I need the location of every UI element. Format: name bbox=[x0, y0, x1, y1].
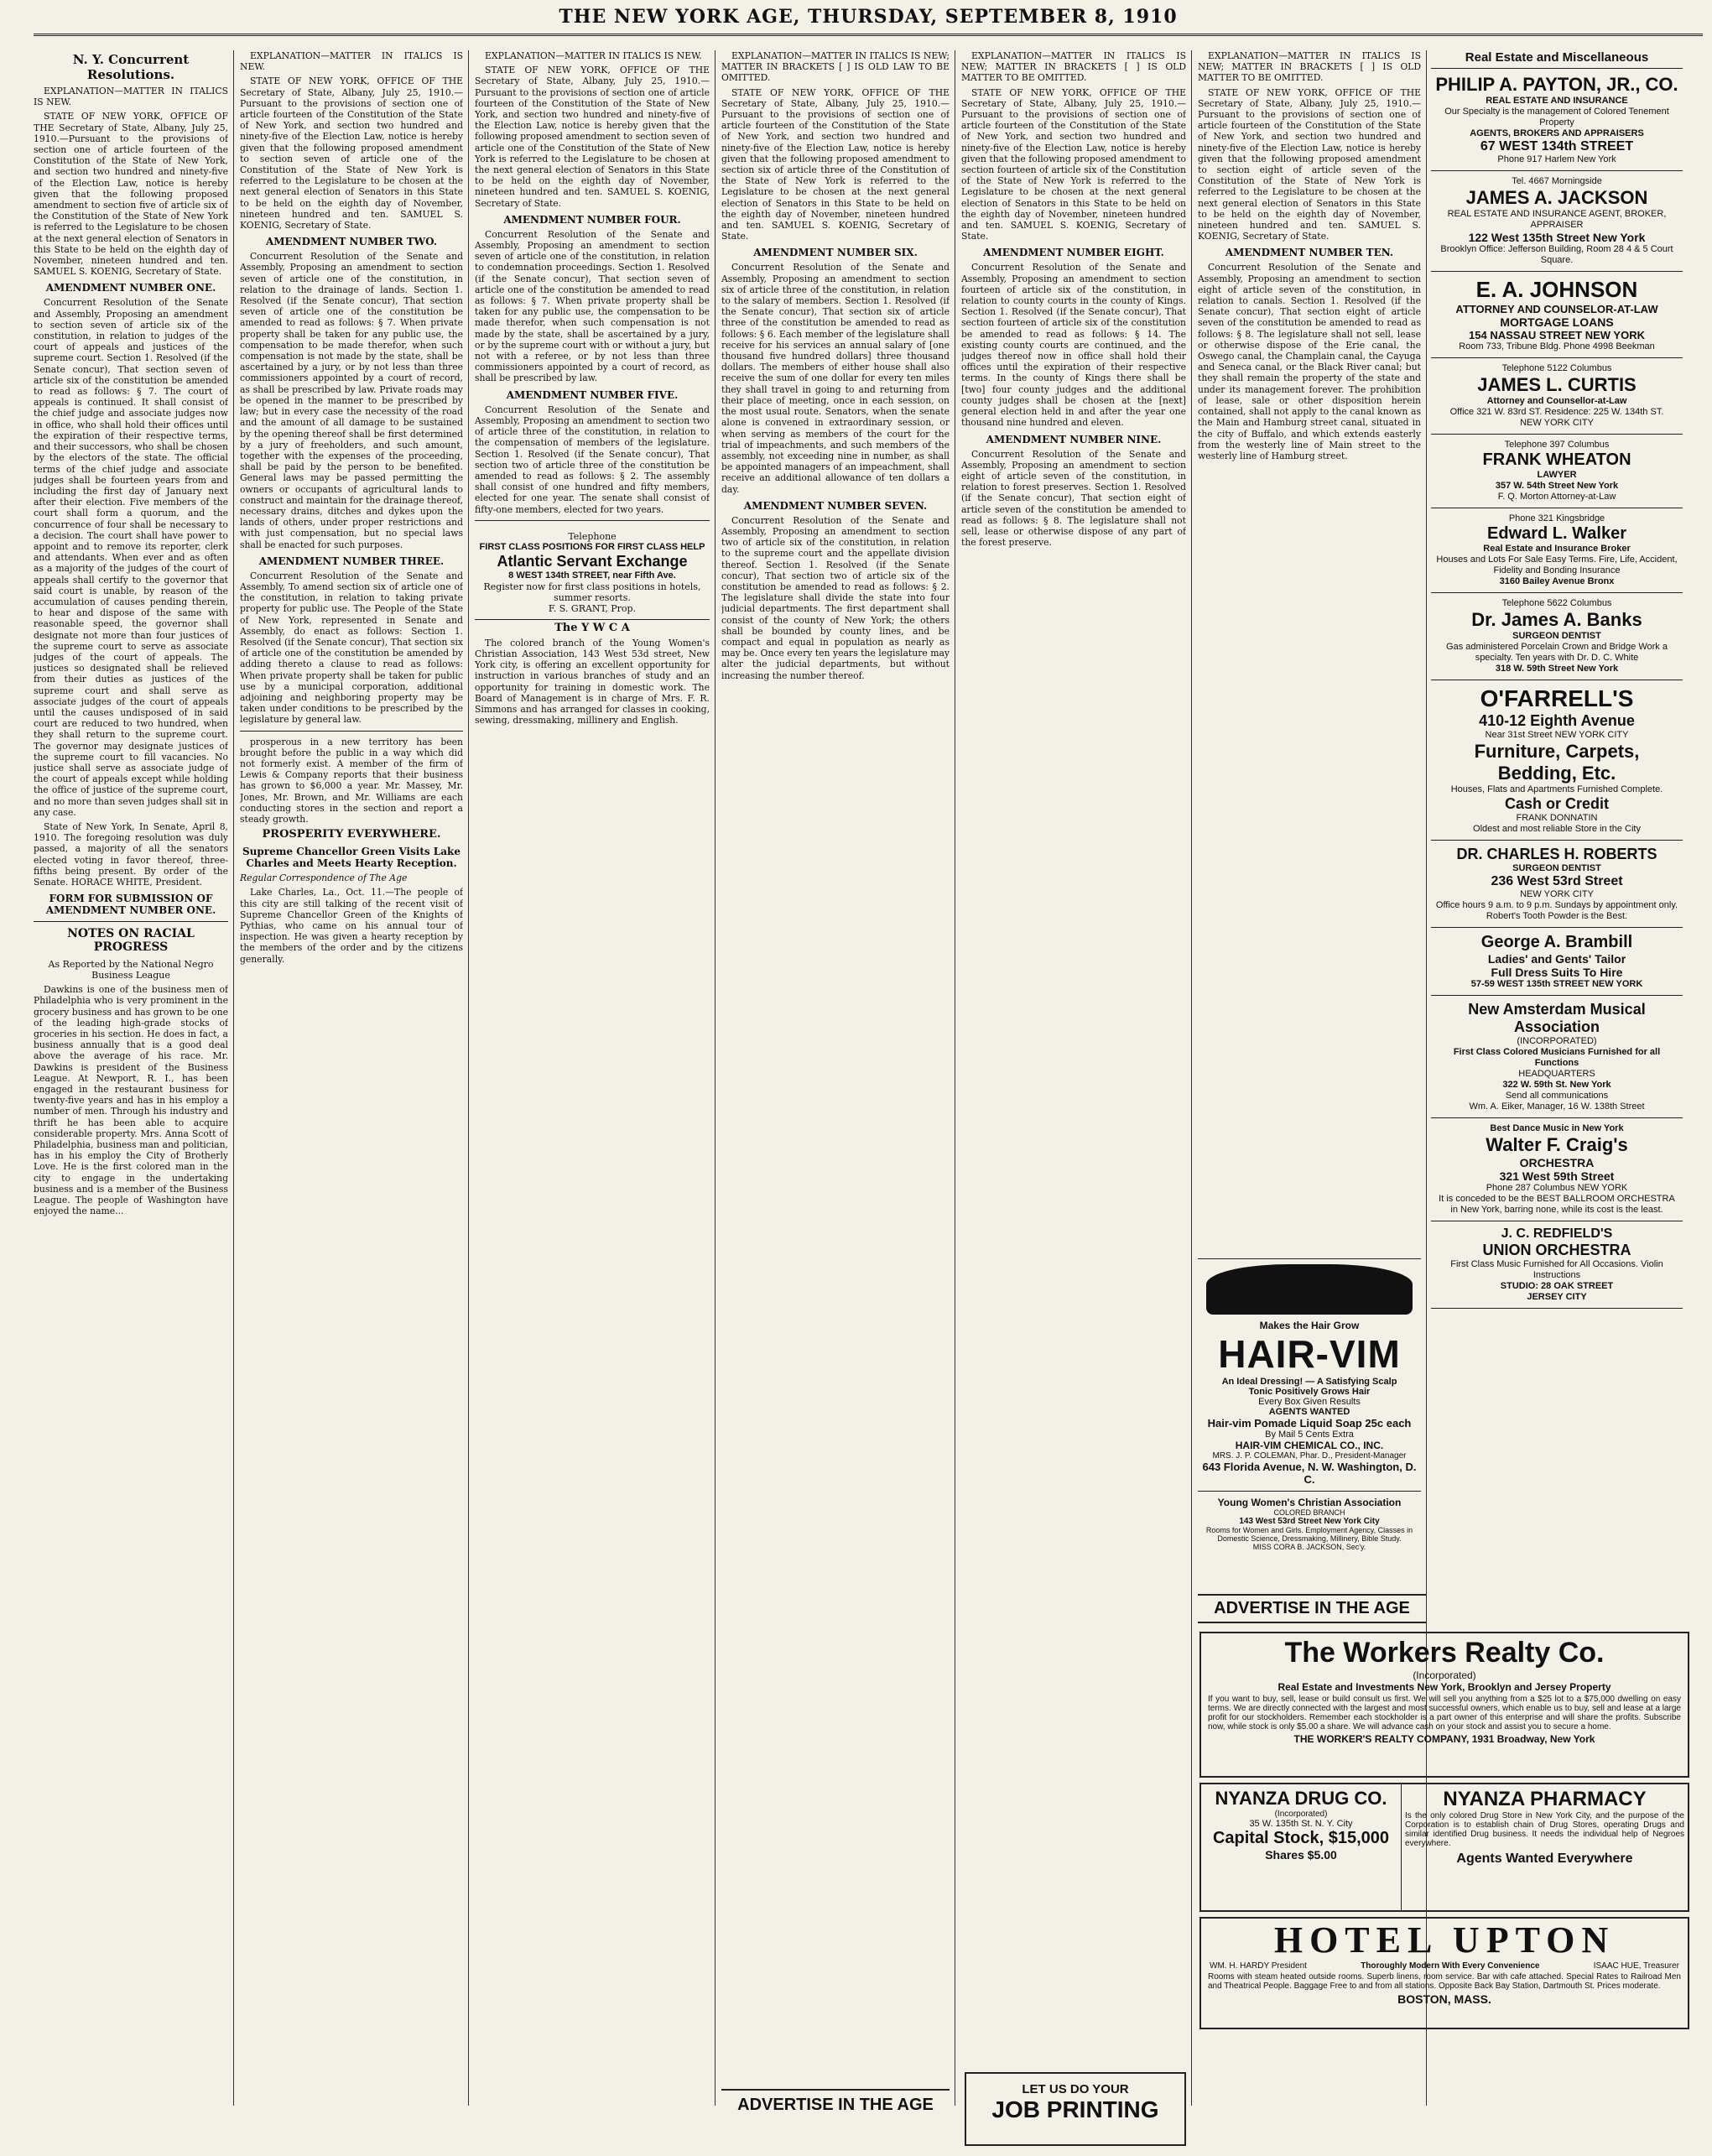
ywca-text: The colored branch of the Young Women's Christian Association, 143 West 53d street, New York city, is offering an excellent opportunity for instruction in various branches of study and an opportunity for training in domestic work. The Board of Management is in charge of Mrs. F. R. Simmons and has arranged for classes in cooking, sewing, dressmaking, millinery and English. bbox=[475, 637, 710, 726]
hotel-tagline: Thoroughly Modern With Every Convenience bbox=[1361, 1961, 1540, 1971]
amendment-heading: AMENDMENT NUMBER SEVEN. bbox=[743, 499, 928, 512]
nyanza-body: Is the only colored Drug Store in New York City, and the purpose of the Corporation is to establish chain of Drug Stores, operating Drugs and similar identified Drug business. It needs the individual help of Negroes everywhere. bbox=[1405, 1811, 1684, 1848]
jackson-phone: Tel. 4667 Morningside bbox=[1512, 176, 1602, 186]
ywca-ad-title: Young Women's Christian Association bbox=[1217, 1497, 1402, 1508]
payton-name: PHILIP A. PAYTON, JR., CO. bbox=[1435, 74, 1678, 95]
divider bbox=[475, 520, 710, 521]
job-printing-ad bbox=[965, 2072, 1186, 2146]
ad-telephone: Telephone bbox=[568, 530, 617, 542]
amsterdam-ad bbox=[1431, 996, 1683, 1118]
notes-heading: NOTES ON RACIAL PROGRESS bbox=[67, 927, 195, 955]
jackson-name: JAMES A. JACKSON bbox=[1465, 187, 1648, 208]
prosperity-text: Lake Charles, La., Oct. 11.—The people of this city are still talking of the recent visit of Supreme Chancellor Green of the Knights of Pythias, who came on his annual tour of inspection. He was given a hearty reception by the members of the order and by the citizens generally. bbox=[240, 887, 463, 965]
redfield-ad bbox=[1431, 1221, 1683, 1309]
ofarrell-note: Oldest and most reliable Store in the City bbox=[1473, 824, 1641, 834]
notes-text: Dawkins is one of the business men of Philadelphia who is very prominent in the grocery business and has grown to be one of the leading high-grade stocks of groceries in his section. He does in fact, a business annually that is a good deal above the average of his race. Mr. Dawkins is president of the Business League. At Newport, R. I., has been engaged in the restaurant business for twenty-five years and has in his employ a number of men. Through his industry and thrift he has been able to acquire considerable property. Mrs. Anna Scott of Philadelphia, business man and politician, has in his employ the City of Brotherly Love. He is the first colored man in the city to engage in the undertaking business and is a member of the Business League. The people of Washington have enjoyed the name... bbox=[34, 984, 228, 1217]
hair-line-2: Tonic Positively Grows Hair bbox=[1248, 1387, 1371, 1397]
ofarrell-desc: Houses, Flats and Apartments Furnished Complete. bbox=[1450, 784, 1663, 794]
notice-text: STATE OF NEW YORK, OFFICE OF THE Secretary of State, Albany, July 25, 1910.—Pursuant to the provisions of section one of article fourteen of the Constitution of the State of New York, and section two hundred and ninety-five of the Election Law, notice is hereby given that the following proposed amendment to section fourteen of article six of the Constitution of the State of New York is referred to the Legislature to be chosen at the next general election of Senators in this State to be held on the eighth day of November, nineteen hundred and ten. SAMUEL S. KOENIG, Secretary of State. bbox=[961, 86, 1186, 242]
nyanza-inc: (Incorporated) bbox=[1274, 1810, 1328, 1819]
brambill-address: 57-59 WEST 135th STREET NEW YORK bbox=[1470, 979, 1643, 989]
ofarrell-address: 410-12 Eighth Avenue bbox=[1479, 712, 1635, 729]
johnson-address: 154 NASSAU STREET NEW YORK bbox=[1469, 329, 1645, 341]
amendment-text: Concurrent Resolution of the Senate and Assembly, Proposing an amendment to section fourteen of article six of the constitution, in relation to county courts in the county of Kings. Section 1. Resolved (if the Senate concur), That section fourteen of article six of the constitution be amended to read as follows: § 14. The existing county courts are continued, and the judges thereof now in office shall hold their offices until the expiration of their respective terms. In the county of Kings there shall be [two] four county judges and the additional county judges shall be chosen at the [next] general election held in and after the year one thousand nine hundred and eleven. bbox=[961, 262, 1186, 429]
ywca-ad-text: Rooms for Women and Girls. Employment Agency, Classes in Domestic Science, Dressmaking, Millinery, Bible Study. bbox=[1205, 1526, 1413, 1543]
hotel-treasurer: ISAAC HUE, Treasurer bbox=[1593, 1961, 1679, 1971]
payton-phone: Phone 917 Harlem New York bbox=[1497, 154, 1616, 164]
payton-desc: Our Specialty is the management of Colored Tenement Property bbox=[1444, 107, 1669, 128]
amendment-heading: AMENDMENT NUMBER FOUR. bbox=[503, 213, 681, 226]
ad-owner: F. S. GRANT, Prop. bbox=[548, 602, 637, 614]
nyanza-agents: Agents Wanted Everywhere bbox=[1456, 1851, 1633, 1866]
walker-desc: Real Estate and Insurance Broker bbox=[1483, 544, 1631, 554]
ywca-heading: The Y W C A bbox=[554, 621, 630, 634]
amendment-text: Concurrent Resolution of the Senate and Assembly, Proposing an amendment to section six of article three of the constitution, in relation to the salary of members. Section 1. Resolved (if the Senate concur), That section six of article three of the constitution be amended to read as follows: § 6. Each member of the legislature shall receive for his services an annual salary of [one thousand five hundred dollars] three thousand dollars. The members of either house shall also receive the sum of one dollar for every ten miles they shall travel in going to and returning from their place of meeting, once in each session, on the most usual route. Senators, when the senate alone is convened in extraordinary session, or when serving as members of the court for the trial of impeachments, and such members of the assembly, not exceeding nine in number, as shall be appointed managers of an impeachment, shall receive an additional allowance of ten dollars a day. bbox=[721, 262, 950, 495]
hotel-body: Rooms with steam heated outside rooms. Superb linens, room service. Bar with cafe attached. Special Rates to Railroad Men and Theatrical People. Baggage Free to and from all stations. Opposite Back Bay Station, Dartmouth St. Prices moderate. bbox=[1208, 1972, 1681, 1991]
wheaton-ad bbox=[1431, 435, 1683, 508]
explanation: EXPLANATION—MATTER IN ITALICS IS NEW. bbox=[240, 50, 463, 73]
hair-tagline: Makes the Hair Grow bbox=[1259, 1320, 1360, 1331]
hair-line-3: Every Box Given Results bbox=[1258, 1397, 1361, 1407]
divider bbox=[240, 731, 463, 732]
amsterdam-contact: Wm. A. Eiker, Manager, 16 W. 138th Street bbox=[1469, 1101, 1645, 1112]
amendment-heading: AMENDMENT NUMBER ONE. bbox=[45, 282, 216, 294]
roberts-city: NEW YORK CITY bbox=[1520, 889, 1594, 899]
amendment-heading: AMENDMENT NUMBER TEN. bbox=[1225, 247, 1394, 259]
brambill-desc: Ladies' and Gents' Tailor bbox=[1487, 952, 1626, 966]
masthead bbox=[34, 0, 1703, 36]
hair-line-5: Hair-vim Pomade Liquid Soap 25c each bbox=[1207, 1417, 1412, 1430]
column-rule bbox=[715, 50, 716, 2106]
wheaton-desc: LAWYER bbox=[1537, 470, 1577, 480]
walker-phone: Phone 321 Kingsbridge bbox=[1508, 513, 1605, 523]
roberts-hours: Office hours 9 a.m. to 9 p.m. Sundays by appointment only. bbox=[1435, 900, 1678, 910]
hotel-city: BOSTON, MASS. bbox=[1397, 1992, 1491, 2006]
column-1 bbox=[34, 50, 228, 2148]
explanation: EXPLANATION—MATTER IN ITALICS IS NEW; MATTER IN BRACKETS [ ] IS OLD MATTER TO BE OMITTED. bbox=[1198, 50, 1421, 84]
advertise-text: ADVERTISE IN THE AGE bbox=[737, 2096, 934, 2114]
banks-desc: SURGEON DENTIST bbox=[1512, 631, 1601, 641]
advertise-text: ADVERTISE IN THE AGE bbox=[1214, 1599, 1410, 1617]
brambill-desc-2: Full Dress Suits To Hire bbox=[1491, 966, 1623, 979]
wheaton-name: FRANK WHEATON bbox=[1482, 450, 1631, 469]
hair-line-1: An Ideal Dressing! — A Satisfying Scalp bbox=[1221, 1377, 1397, 1387]
redfield-desc: UNION ORCHESTRA bbox=[1482, 1242, 1631, 1258]
notice-text: STATE OF NEW YORK, OFFICE OF THE Secretary of State, Albany, July 25, 1910.—Pursuant to the provisions of section one of article fourteen of the Constitution of the State of New York, and section two hundred and ninety-five of the Election Law, notice is hereby given that the following proposed amendment to section eight of article seven of the Constitution of the State of New York is referred to the Legislature to be chosen at the next general election of Senators in this State to be held on the eighth day of November, nineteen hundred and ten. SAMUEL S. KOENIG, Secretary of State. bbox=[1198, 86, 1421, 242]
form-heading: FORM FOR SUBMISSION OF AMENDMENT NUMBER ONE. bbox=[45, 893, 216, 917]
roberts-desc: SURGEON DENTIST bbox=[1512, 863, 1601, 873]
explanation: EXPLANATION—MATTER IN ITALICS IS NEW; MATTER IN BRACKETS [ ] IS OLD LAW TO BE OMITTED. bbox=[721, 50, 950, 84]
column-2 bbox=[240, 50, 463, 2148]
orchestra-ad bbox=[1431, 1118, 1683, 1221]
wheaton-phone: Telephone 397 Columbus bbox=[1504, 440, 1610, 450]
hair-president: MRS. J. P. COLEMAN, Phar. D., President-Manager bbox=[1212, 1451, 1407, 1461]
explanation: EXPLANATION—MATTER IN ITALICS IS NEW; MATTER IN BRACKETS [ ] IS OLD MATTER TO BE OMITTED. bbox=[961, 50, 1186, 84]
redfield-name: J. C. REDFIELD'S bbox=[1501, 1226, 1613, 1241]
roberts-name: DR. CHARLES H. ROBERTS bbox=[1456, 846, 1657, 862]
job-line-1: LET US DO YOUR bbox=[1022, 2082, 1129, 2096]
amendment-heading: AMENDMENT NUMBER SIX. bbox=[753, 247, 918, 259]
ofarrell-near: Near 31st Street NEW YORK CITY bbox=[1485, 730, 1629, 740]
hotel-upton-ad bbox=[1199, 1917, 1689, 2029]
orchestra-line: Best Dance Music in New York bbox=[1490, 1123, 1624, 1133]
advertise-banner bbox=[1198, 1594, 1426, 1623]
johnson-room: Room 733, Tribune Bldg. Phone 4998 Beekman bbox=[1459, 341, 1655, 352]
walker-address: 3160 Bailey Avenue Bronx bbox=[1499, 576, 1615, 586]
johnson-name: E. A. JOHNSON bbox=[1475, 277, 1638, 302]
notes-subheading: As Reported by the National Negro Business League bbox=[48, 959, 214, 982]
hair-title: HAIR-VIM bbox=[1218, 1332, 1401, 1376]
curtis-phone: Telephone 5122 Columbus bbox=[1501, 363, 1612, 373]
workers-address: THE WORKER'S REALTY COMPANY, 1931 Broadway, New York bbox=[1293, 1733, 1595, 1745]
notice-text: STATE OF NEW YORK, OFFICE OF THE Secretary of State, Albany, July 25, 1910.—Pursuant to the provisions of section one of article fourteen of the Constitution of the State of New York, and section two hundred and ninety-five of the Election Law, notice is hereby given that the following proposed amendment to section six of article three of the Constitution of the State of New York is referred to the Legislature to be chosen at the next general election of Senators in this State to be held on the eighth day of November, nineteen hundred and ten. SAMUEL S. KOENIG, Secretary of State. bbox=[721, 86, 950, 242]
classified-column bbox=[1431, 50, 1683, 1627]
amsterdam-desc: First Class Colored Musicians Furnished for all Functions bbox=[1453, 1047, 1661, 1068]
hair-line-4: AGENTS WANTED bbox=[1268, 1407, 1350, 1417]
masthead-text: THE NEW YORK AGE, THURSDAY, SEPTEMBER 8, 1910 bbox=[559, 6, 1178, 28]
explanation: EXPLANATION—MATTER IN ITALICS IS NEW. bbox=[485, 50, 702, 61]
ofarrell-goods: Furniture, Carpets, Bedding, Etc. bbox=[1474, 741, 1640, 784]
banks-body: Gas administered Porcelain Crown and Bridge Work a specialty. Ten years with Dr. D. C. White bbox=[1446, 642, 1668, 663]
walker-terms: Houses and Lots For Sale Easy Terms. Fire, Life, Accident, Fidelity and Bonding Insurance bbox=[1436, 555, 1678, 575]
column-rule bbox=[233, 50, 234, 2106]
amendment-heading: AMENDMENT NUMBER EIGHT. bbox=[983, 247, 1164, 259]
ad-title: Atlantic Servant Exchange bbox=[497, 552, 688, 570]
ad-text: Register now for first class positions in hotels, summer resorts. bbox=[483, 581, 701, 603]
prosperity-heading: PROSPERITY EVERYWHERE. bbox=[262, 828, 441, 841]
workers-title: The Workers Realty Co. bbox=[1284, 1637, 1605, 1669]
johnson-desc: ATTORNEY AND COUNSELOR-AT-LAW bbox=[1455, 303, 1658, 315]
amsterdam-hq: HEADQUARTERS bbox=[1518, 1069, 1595, 1079]
column-5 bbox=[961, 50, 1186, 2148]
classified-heading: Real Estate and Miscellaneous bbox=[1431, 50, 1683, 69]
wheaton-address: 357 W. 54th Street New York bbox=[1495, 481, 1619, 491]
amsterdam-name: New Amsterdam Musical Association bbox=[1468, 1001, 1646, 1035]
notice-text: STATE OF NEW YORK, OFFICE OF THE Secretary of State, Albany, July 25, 1910.—Pursuant to the provisions of section one of article fourteen of the Constitution of the State of New York, and section two hundred and ninety-five of the Election Law, notice is hereby given that the following proposed amendment to section seven of article one of the Constitution of the State of New York is referred to the Legislature to be chosen at the next general election of Senators in this State to be held on the eighth day of November, nineteen hundred and ten. SAMUEL S. KOENIG, Secretary of State. bbox=[475, 65, 710, 209]
divider bbox=[34, 921, 228, 922]
amendment-text: Concurrent Resolution of the Senate and Assembly, Proposing an amendment to section seven of article one of the constitution, in relation to condemnation proceedings. Section 1. Resolved (if the Senate concur), That section seven of article one of the constitution be amended to read as follows: § 7. When private property shall be taken for any public use, the compensation to be made therefor, when such compensation is not made by the state, shall be ascertained by a jury, or by the supreme court with or without a jury, but not with a referee, or by not less than three commissioners appointed by a court of record, as shall be prescribed by law. bbox=[475, 228, 710, 384]
amendment-text: Concurrent Resolution of the Senate and Assembly, Proposing an amendment to section eight of article seven of the constitution, in relation to canals. Section 1. Resolved (if the Senate concur), That section eight of article seven of the constitution be amended to read as follows: § 8. The legislature shall not sell, lease or otherwise dispose of the Erie canal, the Oswego canal, the Champlain canal, the Cayuga and Seneca canal, or the Black River canal; but they shall remain the property of the state and under its management forever. The prohibition of lease, sale or other disposition herein contained, shall not apply to the canal known as the Main and Hamburg street canal, situated in the city of Buffalo, and which extends easterly from the westerly line of Main street to the westerly line of Hamburg street. bbox=[1198, 262, 1421, 461]
hair-company: HAIR-VIM CHEMICAL CO., INC. bbox=[1235, 1440, 1384, 1451]
banks-address: 318 W. 59th Street New York bbox=[1495, 664, 1619, 674]
orchestra-name: Walter F. Craig's bbox=[1486, 1134, 1628, 1155]
passed-text: State of New York, In Senate, April 8, 1910. The foregoing resolution was duly passed, a majority of all the senators elected voting in favor thereof, three-fifths being present. By order of the Senate. HORACE WHITE, President. bbox=[34, 821, 228, 888]
amendment-heading: AMENDMENT NUMBER TWO. bbox=[265, 236, 438, 248]
banks-phone: Telephone 5622 Columbus bbox=[1501, 598, 1612, 608]
prosperity-subheading: Supreme Chancellor Green Visits Lake Charles and Meets Hearty Reception. bbox=[242, 846, 461, 870]
hair-illustration bbox=[1206, 1264, 1413, 1315]
hotel-president: WM. H. HARDY President bbox=[1210, 1961, 1307, 1971]
nyanza-shares: Shares $5.00 bbox=[1265, 1848, 1337, 1862]
redfield-studio: STUDIO: 28 OAK STREET bbox=[1500, 1281, 1614, 1291]
jackson-desc: REAL ESTATE AND INSURANCE AGENT, BROKER, APPRAISER bbox=[1447, 209, 1667, 230]
nyanza-left bbox=[1201, 1784, 1402, 1910]
roberts-note: Robert's Tooth Powder is the Best. bbox=[1486, 911, 1628, 921]
amendment-heading: AMENDMENT NUMBER NINE. bbox=[986, 433, 1162, 445]
divider bbox=[1198, 1491, 1421, 1492]
curtis-name: JAMES L. CURTIS bbox=[1477, 374, 1637, 395]
roberts-ad bbox=[1431, 841, 1683, 928]
walker-name: Edward L. Walker bbox=[1487, 524, 1626, 543]
amsterdam-address: 322 W. 59th St. New York bbox=[1502, 1080, 1611, 1090]
hair-vim-ad bbox=[1198, 1258, 1421, 1595]
nyanza-ad bbox=[1199, 1783, 1689, 1912]
workers-body: If you want to buy, sell, lease or build consult us first. We will sell you anything from a $25 lot to a $75,000 dwelling on easy terms. We are directly connected with the largest and most successful owners, which enable us to buy, sell and lease at a large profit for our stockholders. Remember each stockholder is a part owner of this enterprise and will share the profits. Subscribe now, while stock is only $5.00 a share. We will advance cash on your stock and assist you to secure a home. bbox=[1208, 1695, 1681, 1732]
orchestra-phone: Phone 287 Columbus NEW YORK bbox=[1486, 1183, 1628, 1193]
payton-sub: REAL ESTATE AND INSURANCE bbox=[1486, 96, 1628, 106]
amendment-text: Concurrent Resolution of the Senate and Assembly, Proposing an amendment to section two of article three of the constitution, in relation to the compensation of members of the legislature. Section 1. Resolved (if the Senate concur), That section two of article three of the constitution be amended to read as follows: § 2. The assembly shall consist of one hundred and fifty members, elected for one year. The senate shall consist of fifty-one members, elected for two years. bbox=[475, 404, 710, 515]
article-text: prosperous in a new territory has been brought before the public in a way which did not formerly exist. A member of the firm of Lewis & Company reports that their business has grown to $6,000 a year. Mr. Massey, Mr. Jones, Mr. Brown, and Mr. Williams are each conducting stores in the section and report a steady growth. bbox=[240, 736, 463, 825]
nyanza-pharmacy: NYANZA PHARMACY bbox=[1443, 1788, 1647, 1810]
notice-text: STATE OF NEW YORK, OFFICE OF THE Secretary of State, Albany, July 25, 1910.—Pursuant to the provisions of section one of article fourteen of the Constitution of the State of New York, and section two hundred and ninety-five of the Election Law, notice is hereby given that the following proposed amendment to section five of article six of the Constitution of the State of New York is referred to the Legislature to be chosen at the next general election of Senators in this State to be held on the eighth day of November, nineteen hundred and ten. SAMUEL S. KOENIG, Secretary of State. bbox=[34, 111, 228, 278]
amendment-text: Concurrent Resolution of the Senate and Assembly, Proposing an amendment to section eight of article seven of the constitution, in relation to forest preserves. Section 1. Resolved (if the Senate concur), That section eight of article seven of the constitution be amended to read as follows: § 8. The legislature shall not sell, lease or otherwise dispose of any part of the forest preserve. bbox=[961, 448, 1186, 549]
notice-text: STATE OF NEW YORK, OFFICE OF THE Secretary of State, Albany, July 25, 1910.—Pursuant to the provisions of section one of article fourteen of the Constitution of the State of New York, and section two hundred and ninety-five of the Election Law, notice is hereby given that the following proposed amendment to section seven of article one of the Constitution of the State of New York is referred to the Legislature to be chosen at the next general election of Senators in this State to be held on the eighth day of November, nineteen hundred and ten. SAMUEL S. KOENIG, Secretary of State. bbox=[240, 76, 463, 232]
payton-ad bbox=[1431, 69, 1683, 171]
workers-inc: (Incorporated) bbox=[1413, 1669, 1476, 1681]
redfield-body: First Class Music Furnished for All Occasions. Violin Instructions bbox=[1450, 1259, 1663, 1280]
curtis-address: Office 321 W. 83rd ST. Residence: 225 W. 134th ST. bbox=[1449, 407, 1664, 417]
ofarrell-owner: FRANK DONNATIN bbox=[1516, 813, 1598, 823]
amendment-heading: AMENDMENT NUMBER THREE. bbox=[258, 555, 445, 567]
servant-exchange-ad bbox=[475, 526, 710, 620]
ofarrell-name: O'FARRELL'S bbox=[1480, 685, 1634, 711]
column-rule bbox=[468, 50, 469, 2106]
nyanza-capital: Capital Stock, $15,000 bbox=[1212, 1829, 1390, 1847]
amsterdam-inc: (INCORPORATED) bbox=[1517, 1036, 1597, 1046]
workers-desc: Real Estate and Investments New York, Brooklyn and Jersey Property bbox=[1277, 1681, 1611, 1693]
payton-address: 67 WEST 134th STREET bbox=[1480, 139, 1634, 154]
amendment-text: Concurrent Resolution of the Senate and Assembly, Proposing an amendment to section seven of article six of the constitution, in relation to judges of the court of appeals and justices of the supreme court. Section 1. Resolved (if the Senate concur), That section seven of article six of the constitution be amended to read as follows: § 7. The court of appeals is continued. It shall consist of the chief judge and associate judges now in office, who shall hold their offices until the expiration of their respective terms, and their successors, who shall be chosen by the electors of the state. The official terms of the chief judge and associate judges shall be fourteen years from and including the first day of January next after their election. Five members of the court shall form a quorum, and the concurrence of four shall be necessary to a decision. The court shall have power to appoint and to remove its reporter, clerk and attendants. When ever and as often as a majority of the judges of the court of appeals shall certify to the governor that said court is unable, by reason of the accumulation of causes pending therein, to hear and dispose of the same with reasonable speed, the governor shall designate not more than four justices of the supreme court to serve as associate judges of the court of appeals. The justices so designated shall be relieved from their duties as justices of the supreme court and shall serve as associate judges of the court of appeals until the causes undisposed of in said court are reduced to two hundred, when they shall return to the supreme court. The governor may designate justices of the supreme court to fill vacancies. No justice shall serve as associate judge of the court of appeals except while holding the office of justice of the supreme court, and no more than seven judges shall sit in any case. bbox=[34, 297, 228, 818]
ad-address: 8 WEST 134th STREET, near Fifth Ave. bbox=[508, 570, 676, 581]
amendment-text: Concurrent Resolution of the Senate and Assembly, To amend section six of article one of the constitution, in relation to taking private property for public use. The People of the State of New York, represented in Senate and Assembly, do enact as follows: Section 1. Resolved (if the Senate concur), That section six of article one of the constitution be amended by adding thereto a clause to read as follows: When private property shall be taken for public use by a municipal corporation, additional adjoining and neighboring property may be taken under conditions to be prescribed by the legislature by general law. bbox=[240, 570, 463, 726]
amendment-heading: AMENDMENT NUMBER FIVE. bbox=[506, 388, 679, 401]
jackson-address: 122 West 135th Street New York bbox=[1468, 231, 1646, 244]
ofarrell-terms: Cash or Credit bbox=[1504, 795, 1610, 812]
ad-tagline: FIRST CLASS POSITIONS FOR FIRST CLASS HELP bbox=[479, 541, 705, 552]
banks-name: Dr. James A. Banks bbox=[1471, 609, 1642, 630]
curtis-city: NEW YORK CITY bbox=[1520, 418, 1594, 428]
hair-address: 643 Florida Avenue, N. W. Washington, D. C. bbox=[1202, 1461, 1417, 1486]
brambill-ad bbox=[1431, 928, 1683, 996]
hair-line-6: By Mail 5 Cents Extra bbox=[1265, 1430, 1354, 1440]
roberts-address: 236 West 53rd Street bbox=[1491, 874, 1623, 888]
curtis-desc: Attorney and Counsellor-at-Law bbox=[1486, 396, 1627, 406]
explanation: EXPLANATION—MATTER IN ITALICS IS NEW. bbox=[34, 86, 228, 108]
job-line-2: JOB PRINTING bbox=[991, 2096, 1159, 2122]
amendment-text: Concurrent Resolution of the Senate and Assembly, Proposing an amendment to section two of article six of the constitution, in relation to the supreme court and the appellate division thereof. Section 1. Resolved (if the Senate concur), That section two of article six of the constitution be amended to read as follows: § 2. The legislature shall divide the state into four judicial departments. The first department shall consist of the county of New York; the others shall be bounded by county lines, and be compact and equal in population as nearly as may be. Once every ten years the legislature may alter the judicial departments, but without increasing the number thereof. bbox=[721, 514, 950, 681]
ywca-ad-secretary: MISS CORA B. JACKSON, Sec'y. bbox=[1252, 1543, 1366, 1551]
column-3 bbox=[475, 50, 710, 2148]
workers-realty-ad bbox=[1199, 1632, 1689, 1778]
curtis-ad bbox=[1431, 358, 1683, 435]
nyanza-right bbox=[1402, 1784, 1688, 1910]
ywca-ad-sub: COLORED BRANCH bbox=[1273, 1508, 1345, 1517]
johnson-loans: MORTGAGE LOANS bbox=[1500, 315, 1614, 329]
amsterdam-comm: Send all communications bbox=[1505, 1091, 1609, 1101]
payton-agents: AGENTS, BROKERS AND APPRAISERS bbox=[1470, 128, 1644, 138]
column-4 bbox=[721, 50, 950, 2148]
nyanza-address: 35 W. 135th St. N. Y. City bbox=[1249, 1819, 1353, 1829]
advertise-banner bbox=[721, 2089, 950, 2115]
nyanza-name: NYANZA DRUG CO. bbox=[1215, 1788, 1387, 1809]
brambill-name: George A. Brambill bbox=[1480, 933, 1633, 951]
jackson-ad bbox=[1431, 171, 1683, 272]
ywca-ad-address: 143 West 53rd Street New York City bbox=[1239, 1517, 1380, 1526]
redfield-city: JERSEY CITY bbox=[1527, 1292, 1587, 1302]
column-rule bbox=[1191, 50, 1192, 2106]
johnson-ad bbox=[1431, 272, 1683, 358]
walker-ad bbox=[1431, 508, 1683, 593]
correspondence-line: Regular Correspondence of The Age bbox=[240, 872, 408, 884]
resolutions-heading: N. Y. Concurrent Resolutions. bbox=[72, 52, 190, 82]
hotel-officers bbox=[1201, 1961, 1688, 1971]
wheaton-note: F. Q. Morton Attorney-at-Law bbox=[1497, 492, 1616, 502]
orchestra-body: It is conceded to be the BEST BALLROOM ORCHESTRA in New York, barring none, while its cost is the least. bbox=[1439, 1194, 1675, 1215]
orchestra-desc: ORCHESTRA bbox=[1519, 1156, 1595, 1169]
amendment-text: Concurrent Resolution of the Senate and Assembly, Proposing an amendment to section seven of article one of the constitution, in relation to the drainage of lands. Section 1. Resolved (if the Senate concur), That section seven of article one of the constitution be amended to read as follows: § 7. When private property shall be taken for any public use, the compensation to be made therefor, when such compensation is not made by the state, shall be ascertained by a jury, or by not less than three commissioners appointed by a court of record, as shall be prescribed by law. Private roads may be opened in the manner to be prescribed by law; but in every case the necessity of the road and the amount of all damage to be sustained by the opening thereof shall be first determined by a jury of freeholders, and such amount, together with the expenses of the proceeding, shall be paid by the person to be benefited. General laws may be passed permitting the owners or occupants of agricultural lands to construct and maintain for the drainage thereof, necessary drains, ditches and dykes upon the lands of others, under proper restrictions and with just compensation, but no special laws shall be enacted for such purposes. bbox=[240, 251, 463, 550]
jackson-office: Brooklyn Office: Jefferson Building, Room 28 4 & 5 Court Square. bbox=[1440, 244, 1673, 265]
orchestra-address: 321 West 59th Street bbox=[1499, 1169, 1615, 1183]
hotel-name: HOTEL UPTON bbox=[1273, 1919, 1616, 1961]
ofarrell-ad bbox=[1431, 680, 1683, 841]
banks-ad bbox=[1431, 593, 1683, 680]
